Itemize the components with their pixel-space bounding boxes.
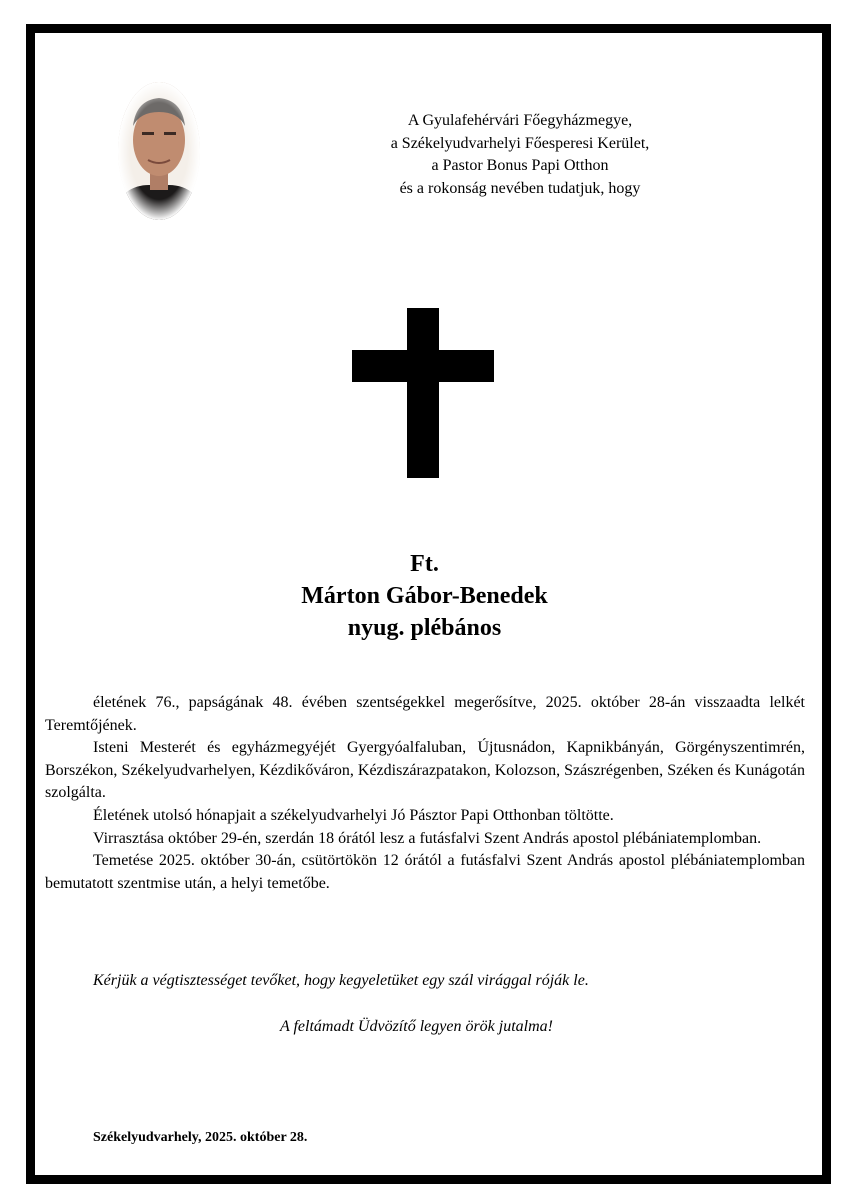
paragraph-vigil: Virrasztása október 29-én, szerdán 18 órától lesz a futásfalvi Szent András apostol plébániatemplomban. [93,829,762,847]
obituary-body [45,692,805,895]
flower-request: Kérjük a végtisztességet tevőket, hogy kegyeletüket egy szál virággal róják le. [93,972,589,989]
intro-line-family: és a rokonság nevében tudatjuk, hogy [399,179,641,197]
blessing-line: A feltámadt Üdvözítő legyen örök jutalma! [280,1018,553,1035]
intro-line-archdiocese: A Gyulafehérvári Főegyházmegye, [407,112,633,129]
paragraph-life: életének 76., papságának 48. évében szentségekkel megerősítve, 2025. október 28-án visszaadta lelkét Teremtőjének. [45,694,805,734]
place-and-date: Székelyudvarhely, 2025. október 28. [93,1130,308,1145]
deceased-title: Ft. [410,551,439,577]
intro-line-priest-home: a Pastor Bonus Papi Otthon [431,157,609,174]
deceased-role: nyug. plébános [347,615,502,641]
person-photo-icon [118,82,200,220]
paragraph-service: Isteni Mesterét és egyházmegyéjét Gyergyóalfaluban, Újtusnádon, Kapnikbányán, Görgényszentimrén, Borszékon, Székelyudvarhelyen, Kézdikőváron, Kézdiszárazpatakon, Kolozson, Szászrégenben, Széken és Kunágotán szolgálta. [45,739,805,802]
cross-horizontal-beam [352,350,494,382]
announcement-intro [320,110,720,200]
portrait-photo [118,82,200,220]
deceased-heading [0,548,849,644]
cross-vertical-beam [407,308,439,478]
paragraph-funeral: Temetése 2025. október 30-án, csütörtökön 12 órától a futásfalvi Szent András apostol plébániatemplomban bemutatott szentmise után, a helyi temetőbe. [45,852,805,892]
latin-cross-icon [352,308,494,478]
intro-line-deanery: a Székelyudvarhelyi Főesperesi Kerület, [390,134,650,152]
paragraph-last-months: Életének utolsó hónapjait a székelyudvarhelyi Jó Pásztor Papi Otthonban töltötte. [93,806,614,824]
deceased-name: Márton Gábor-Benedek [301,583,548,609]
